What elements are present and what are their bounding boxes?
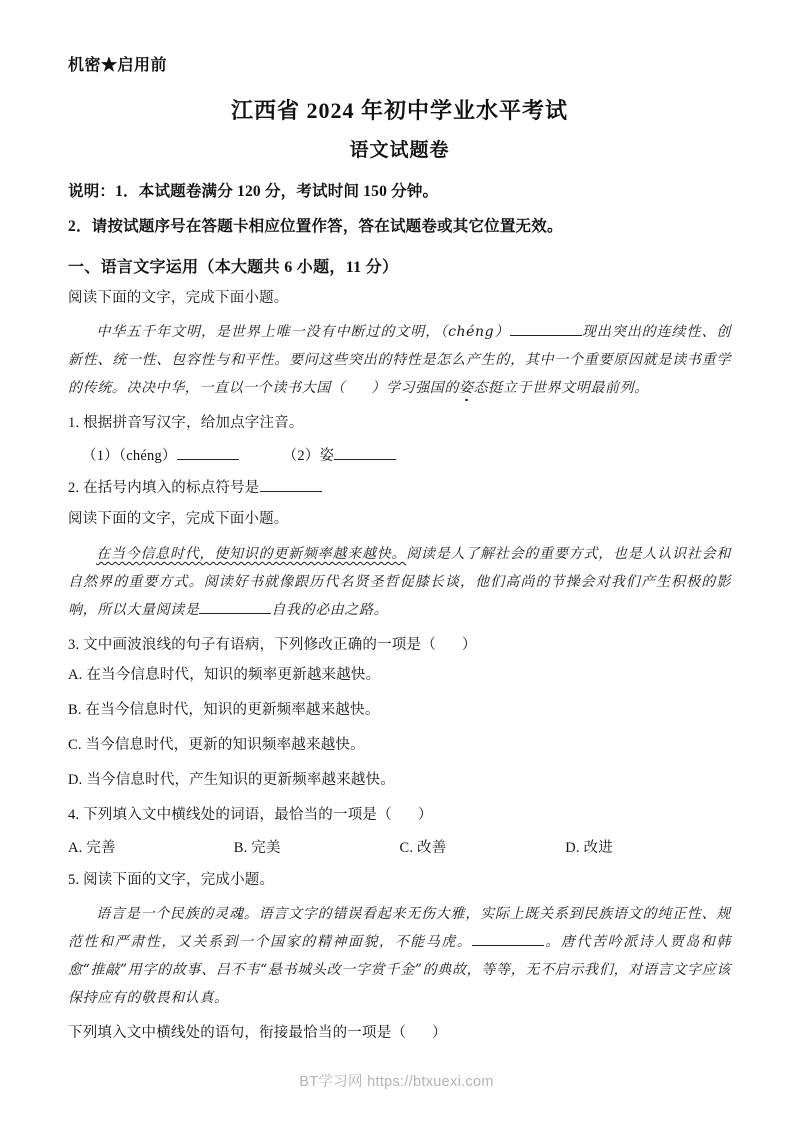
passage-three-part-a: 语言是一个民族的灵魂。语言文字的错误看起来无伤大雅，实际上既关系到民族语文的纯正性、规范性和严肃性，又关系到一个国家的精神面貌，不能马虎。 [68,906,731,951]
passage-two [68,540,731,624]
page-title: 江西省 2024 年初中学业水平考试 [230,98,568,124]
question-4-option-a[interactable]: A. 完善 [68,839,116,856]
passage-one-part-d: 态挺立于世界文明最前列。 [473,380,649,397]
question-5-follow-up-text: 下列填入文中横线处的语句，衔接最恰当的一项是（ [68,1025,407,1042]
passage-one-part-c: ）学习强国的 [371,380,460,397]
question-3-stem [68,634,731,656]
question-4-option-c[interactable]: C. 改善 [399,839,447,856]
passage-two-part-b: 自我的必由之路。 [271,601,389,618]
question-1-blank-1-label: （1）（chéng） [82,447,177,464]
question-4-stem-end: ） [417,807,433,824]
question-3-option-d[interactable]: D. 当今信息时代，产生知识的更新频率越来越快。 [68,771,396,788]
passage-three-part-b: 。唐代苦吟派诗人贾岛和韩愈“推敲”用字的故事、吕不韦“悬书城头改一字赏千金”的典故，等等，无不启示我们，对语言文字应该保持应有的敬畏和认真。 [68,934,731,1007]
passage-three-blank [472,945,544,946]
passage-two-blank [199,613,271,614]
page-subtitle: 语文试题卷 [349,139,450,161]
passage-one-part-b: 现出突出的连续性、创新性、统一性、包容性与和平性。要问这些突出的特性是怎么产生的，其中一个重要原因就是读书重学的传统。决决中华，一直以一个读书大国（ [68,324,731,397]
exam-note-line-2: 2．请按试题序号在答题卡相应位置作答，答在试题卷或其它位置无效。 [68,217,563,235]
reading-instruction-2: 阅读下面的文字，完成下面小题。 [68,511,289,528]
question-3-stem-text: 3. 文中画波浪线的句子有语病，下列修改正确的一项是（ [68,636,436,653]
exam-note-line-1: 说明：1．本试题卷满分 120 分，考试时间 150 分钟。 [68,183,439,201]
question-3-option-b[interactable]: B. 在当今信息时代，知识的更新频率越来越快。 [68,702,380,719]
question-2-stem-text: 2. 在括号内填入的标点符号是 [68,479,260,496]
passage-one [68,318,731,402]
question-5-stem: 5. 阅读下面的文字，完成小题。 [68,871,275,888]
question-5-follow-up [68,1022,731,1044]
question-1-blank-2-label: （2）姿 [282,447,335,464]
passage-two-wavy-sentence: 在当今信息时代，使知识的更新频率越来越快。 [96,545,407,562]
question-3-option-a[interactable]: A. 在当今信息时代，知识的频率更新越来越快。 [68,667,381,684]
passage-one-part-a: 中华五千年文明，是世界上唯一没有中断过的文明，（chéng） [96,324,510,341]
question-2-blank[interactable] [260,491,322,492]
question-4-stem [68,804,731,826]
question-4-option-d[interactable]: D. 改进 [565,839,613,856]
passage-one-emphasis-char: 姿 [459,380,474,397]
question-4-option-b[interactable]: B. 完美 [233,839,281,856]
section-heading-one: 一、语言文字运用（本大题共 6 小题，11 分） [68,258,399,276]
question-4-stem-text: 4. 下列填入文中横线处的词语，最恰当的一项是（ [68,807,392,824]
question-3-option-c[interactable]: C. 当今信息时代，更新的知识频率越来越快。 [68,736,365,753]
question-1-blanks [68,444,731,465]
passage-three [68,900,731,1012]
question-3-stem-end: ） [461,636,477,653]
question-1-blank-2[interactable] [334,459,396,460]
passage-one-blank-1 [510,335,582,336]
question-1-stem: 1. 根据拼音写汉字，给加点字注音。 [68,415,304,432]
site-watermark: BT学习网 https://btxuexi.com [299,1074,494,1090]
question-5-follow-up-end: ） [432,1025,447,1042]
question-1-blank-1[interactable] [177,459,239,460]
passage-two-part-a: 阅读是人了解社会的重要方式，也是人认识社会和自然界的重要方式。阅读好书就像跟历代名贤圣哲促膝长谈，他们高尚的节操会对我们产生积极的影响，所以大量阅读是 [68,545,731,618]
question-4-options [68,836,731,857]
confidential-label: 机密★启用前 [68,57,168,74]
reading-instruction-1: 阅读下面的文字，完成下面小题。 [68,289,289,306]
question-2-stem [68,477,731,499]
